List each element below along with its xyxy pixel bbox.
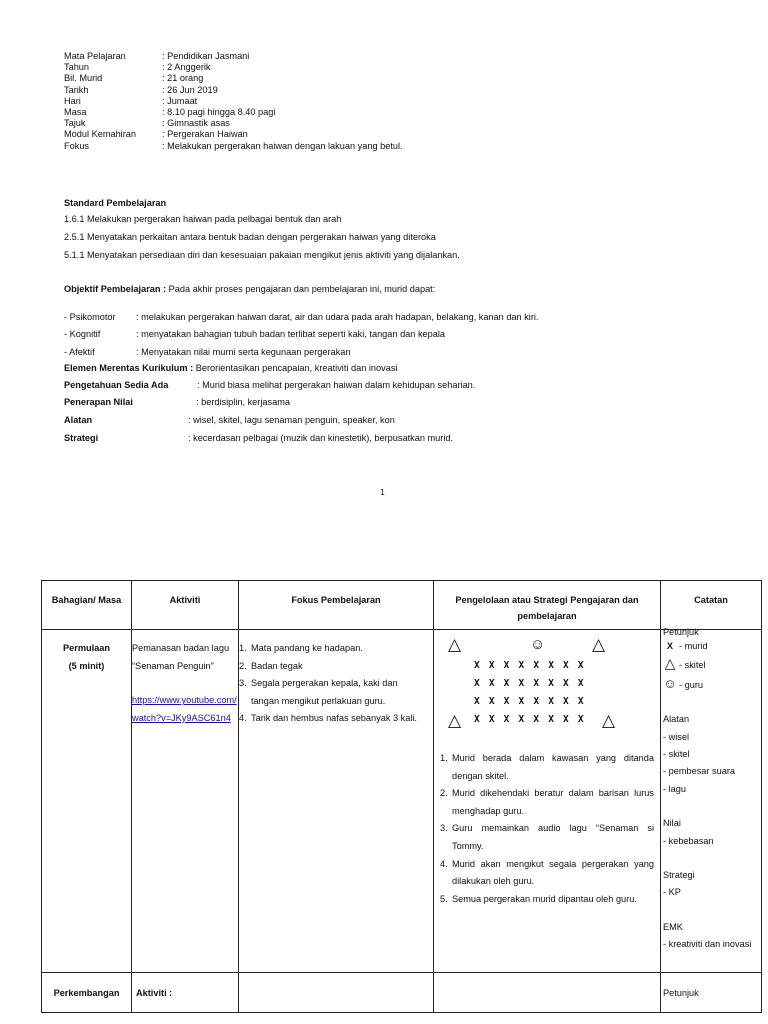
info-value: : Gimnastik asas [162,118,230,129]
skitel-icon: △ [448,711,462,730]
catatan-item: - kreativiti dan inovasi [663,939,752,950]
cell-bahagian: Perkembangan [42,973,132,1013]
skitel-icon: △ [602,711,616,730]
legend [663,638,759,694]
standard-item: 1.6.1 Melakukan pergerakan haiwan pada pelbagai bentuk dan arah [64,214,342,224]
info-key: Tahun [64,62,90,73]
catatan-item: - pembesar suara [663,766,736,777]
info-value: : Pendidikan Jasmani [162,51,250,61]
info-row [64,118,403,129]
info-row [64,107,403,118]
info-key: Tajuk [64,118,86,129]
objektif-line [64,283,435,295]
table-row [42,973,762,1013]
info-key: Modul Kemahiran [64,129,137,140]
student-row: X X X X X X X X [474,660,584,671]
list-item: 2. Badan tegak [239,660,303,671]
table-header-row [42,581,762,630]
cross-icon: X [666,641,674,651]
objektif-item: - Kognitif : menyatakan bahagian tubuh badan terlibat seperti kaki, tangan dan kepala [64,329,446,339]
student-row: X X X X X X X X [474,696,584,707]
list-item: 1. Mata pandang ke hadapan. [239,643,363,653]
cell-bahagian: Permulaan (5 minit) [42,630,132,973]
info-key: Tarikh [64,84,89,95]
info-value: : Melakukan pergerakan haiwan dengan lakuan yang betul. [162,140,403,151]
header-catatan: Catatan [661,581,762,630]
cell-fokus [239,630,434,973]
info-value: : 8.10 pagi hingga 8.40 pagi [162,106,276,117]
info-value: : 26 Jun 2019 [162,84,218,95]
standard-item: 2.5.1 Menyatakan perkaitan antara bentuk badan dengan pergerakan haiwan yang diteroka [64,232,436,242]
cell-aktiviti: Aktiviti : [132,973,239,1013]
student-row: X X X X X X X X [474,678,584,689]
catatan-item: - wisel [663,731,690,742]
youtube-link[interactable]: https://www.youtube.com/watch?v=JKy9ASC61n4 [132,695,237,723]
catatan-groups [663,694,759,953]
skitel-icon: △ [448,635,462,654]
fokus-list [239,640,427,728]
header-fokus: Fokus Pembelajaran [239,581,434,630]
info-key: Mata Pelajaran [64,51,126,61]
table-row [42,630,762,973]
catatan-group-title: Alatan [663,714,690,725]
objektif-item: - Afektif : Menyatakan nilai murni serta kegunaan pergerakan [64,347,351,357]
cell-aktiviti [132,630,239,973]
info-row [64,51,403,62]
info-row [64,129,403,140]
header-aktiviti: Aktiviti [132,581,239,630]
info-key: Masa [64,106,87,117]
skitel-icon: △ [592,635,606,654]
info-value: : 2 Anggerik [162,62,211,73]
standard-item: 5.1.1 Menyatakan persediaan diri dan kesesuaian pakaian mengikut jenis aktiviti yang dijalankan. [64,250,460,260]
petunjuk-label: Petunjuk [663,627,699,637]
objektif-heading: Objektif Pembelajaran : [64,284,167,294]
list-item: 5. Semua pergerakan murid dipantau oleh guru. [440,893,637,904]
alatan-line: Alatan : wisel, skitel, lagu senaman penguin, speaker, kon [64,415,395,425]
catatan-group-title: Strategi [663,870,695,881]
formation-diagram [440,634,654,750]
legend-item: △ - skitel [664,655,706,672]
emk-line: Elemen Merentas Kurikulum : Berorientasikan pencapaian, kreativiti dan inovasi [64,363,398,373]
standard-heading: Standard Pembelajaran [64,198,167,208]
legend-item: ☺ - guru [663,675,704,691]
strategi-line: Strategi : kecerdasan pelbagai (muzik dan kinestetik), berpusatkan murid. [64,433,454,443]
pengelolaan-list [440,750,654,908]
nilai-line: Penerapan Nilai : berdisiplin, kerjasama [64,397,290,407]
list-item: 3. Segala pergerakan kepala, kaki dan tangan mengikut perlakuan guru. [239,678,398,706]
lesson-info [64,51,403,152]
catatan-item: - lagu [663,783,686,794]
info-key: Hari [64,95,81,106]
page-number: 1 [380,488,385,497]
cell-catatan [661,627,762,973]
list-item: 1. Murid berada dalam kawasan yang ditanda dengan skitel. [440,753,654,781]
info-row [64,73,403,84]
objektif-item: - Psikomotor : melakukan pergerakan haiwan darat, air dan udara pada arah hadapan, belakang, kanan dan kiri. [64,312,539,322]
teacher-icon: ☺ [663,675,677,691]
pengetahuan-line: Pengetahuan Sedia Ada : Murid biasa melihat pergerakan haiwan dalam kehidupan seharian. [64,380,476,390]
info-row [64,96,403,107]
cell-pengelolaan-empty [434,973,661,1013]
cell-pengelolaan [434,630,661,973]
list-item: 2. Murid dikehendaki beratur dalam barisan lurus menghadap guru. [440,788,654,816]
teacher-icon: ☺ [530,636,546,653]
list-item: 4. Tarik dan hembus nafas sebanyak 3 kali. [239,713,417,724]
catatan-group-title: EMK [663,921,683,932]
info-key: Fokus [64,140,90,151]
info-value: : Jumaat [162,95,198,106]
catatan-item: - skitel [663,749,690,760]
info-row [64,85,403,96]
student-row: X X X X X X X X [474,714,584,725]
header-bahagian: Bahagian/ Masa [42,581,132,630]
info-value: : Pergerakan Haiwan [162,129,248,140]
info-row [64,141,403,152]
list-item: 3. Guru memainkan audio lagu “Senaman si Tommy. [440,823,654,851]
catatan-item: - kebebasan [663,835,714,846]
info-value: : 21 orang [162,73,204,84]
skitel-icon: △ [664,655,676,672]
cell-catatan: Petunjuk [661,973,762,1013]
info-key: Bil. Murid [64,73,103,84]
header-pengelolaan: Pengelolaan atau Strategi Pengajaran dan pembelajaran [434,581,661,630]
legend-item: X - murid [663,638,759,655]
info-row [64,62,403,73]
list-item: 4. Murid akan mengikut segala pergerakan yang dilakukan oleh guru. [440,858,654,887]
cell-fokus-empty [239,973,434,1013]
lesson-plan-table [41,580,762,1013]
catatan-item: - KP [663,887,681,898]
catatan-group-title: Nilai [663,818,681,829]
activity-text: Pemanasan badan lagu “Senaman Penguin” [132,643,230,671]
objektif-text: Pada akhir proses pengajaran dan pembelajaran ini, murid dapat: [166,284,436,294]
